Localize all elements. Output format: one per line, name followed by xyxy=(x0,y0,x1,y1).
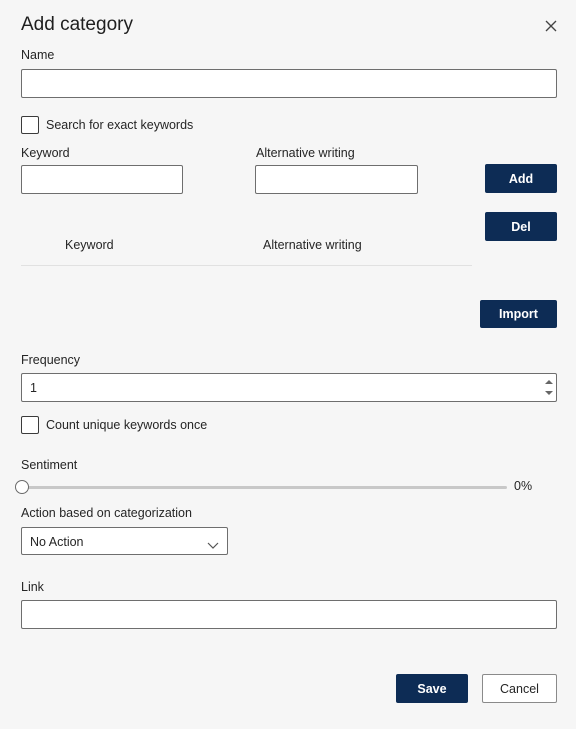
action-select-value: No Action xyxy=(30,535,84,549)
action-select[interactable] xyxy=(21,527,228,555)
link-input[interactable] xyxy=(21,600,557,629)
alternative-writing-input[interactable] xyxy=(255,165,418,194)
name-label: Name xyxy=(21,48,55,62)
count-unique-label: Count unique keywords once xyxy=(46,418,208,432)
link-label: Link xyxy=(21,580,44,594)
name-input[interactable] xyxy=(21,69,557,98)
spin-down-icon[interactable] xyxy=(543,387,555,399)
action-label: Action based on categorization xyxy=(21,506,192,520)
save-button[interactable]: Save xyxy=(396,674,468,703)
sentiment-label: Sentiment xyxy=(21,458,78,472)
exact-keywords-checkbox[interactable] xyxy=(21,116,39,134)
import-button[interactable]: Import xyxy=(480,300,557,328)
keyword-label: Keyword xyxy=(21,146,70,160)
close-icon[interactable] xyxy=(542,17,560,35)
frequency-input[interactable] xyxy=(21,373,557,402)
del-button[interactable]: Del xyxy=(485,212,557,241)
sentiment-value: 0% xyxy=(514,479,533,493)
alternative-writing-label: Alternative writing xyxy=(256,146,355,160)
table-header-keyword: Keyword xyxy=(65,238,114,252)
frequency-label: Frequency xyxy=(21,353,81,367)
keyword-input[interactable] xyxy=(21,165,183,194)
count-unique-checkbox[interactable] xyxy=(21,416,39,434)
cancel-button[interactable]: Cancel xyxy=(482,674,557,703)
chevron-down-icon xyxy=(207,537,219,555)
add-button[interactable]: Add xyxy=(485,164,557,193)
sentiment-slider-track[interactable] xyxy=(22,486,507,489)
table-header-alternative-writing: Alternative writing xyxy=(263,238,362,252)
exact-keywords-label: Search for exact keywords xyxy=(46,118,194,132)
sentiment-slider-thumb[interactable] xyxy=(15,480,29,494)
table-divider xyxy=(21,265,472,266)
dialog-title: Add category xyxy=(21,14,133,35)
